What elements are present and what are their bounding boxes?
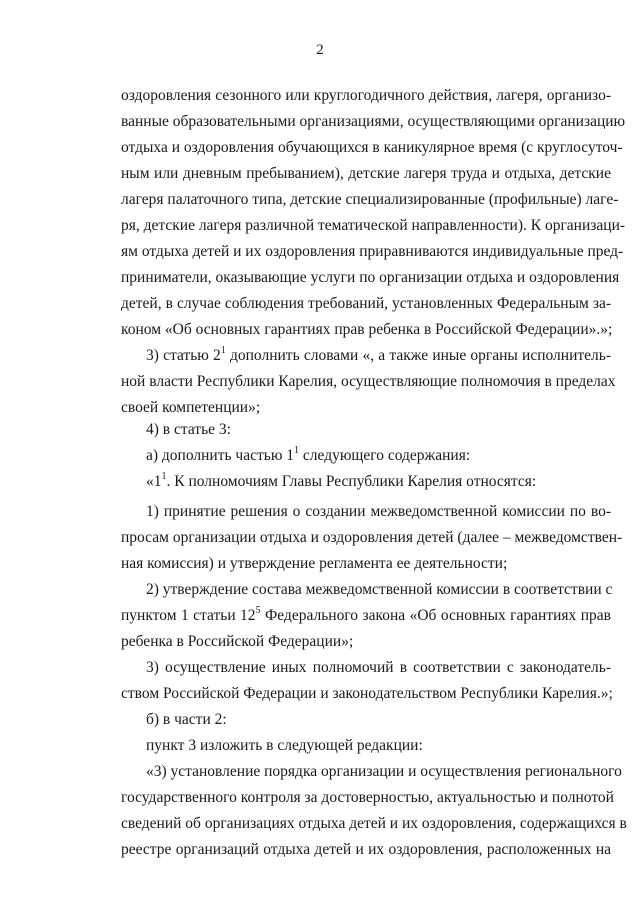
text-line: оздоровления сезонного или круглогодичного действия, лагеря, организо- (121, 87, 611, 104)
text-line: пунктом 1 статьи $12^5$ Федерального закона «Об основных гарантиях прав (121, 604, 611, 624)
text-line: 1) принятие решения о создании межведомственной комиссии по во- (146, 503, 611, 520)
text-line: а) дополнить частью $1^1$ следующего содержания: (146, 444, 471, 464)
text-line: сведений об организациях отдыха детей и их оздоровления, содержащихся в (121, 815, 627, 832)
text-line: «$1^1$. К полномочиям Главы Республики Карелия относятся: (146, 470, 537, 490)
text-line: лагеря палаточного типа, детские специализированные (профильные) лаге- (121, 191, 619, 208)
superscript: 1 (294, 444, 300, 456)
text-line: ребенка в Российской Федерации»; (121, 633, 354, 650)
text-line: 3) осуществление иных полномочий в соответствии с законодатель- (146, 659, 611, 676)
text-line: своей компетенции»; (121, 399, 261, 416)
text-line: 2) утверждение состава межведомственной комиссии в соответствии с (146, 581, 613, 598)
text-line: ям отдыха детей и их оздоровления приравниваются индивидуальные пред- (121, 243, 624, 260)
text-line: «3) установление порядка организации и осуществления регионального (146, 763, 622, 780)
text-line: 4) в статье 3: (146, 421, 231, 438)
page-number: 2 (316, 42, 324, 58)
text-line: ной власти Республики Карелия, осуществляющие полномочия в пределах (121, 373, 616, 390)
text-line: ря, детские лагеря различной тематической направленности). К организаци- (121, 217, 626, 234)
text-line: приниматели, оказывающие услуги по организации отдыха и оздоровления (121, 269, 620, 286)
text-line: ством Российской Федерации и законодательством Республики Карелия.»; (121, 685, 613, 702)
text-line: детей, в случае соблюдения требований, установленных Федеральным за- (121, 295, 611, 312)
text-line: ная комиссия) и утверждение регламента ее деятельности; (121, 555, 508, 572)
text-line: 3) статью $2^1$ дополнить словами «, а также иные органы исполнитель- (146, 344, 612, 364)
text-line: б) в части 2: (146, 711, 227, 728)
text-line: отдыха и оздоровления обучающихся в каникулярное время (с круглосуточ- (121, 139, 623, 156)
superscript: 1 (161, 470, 167, 482)
text-line: пункт 3 изложить в следующей редакции: (146, 737, 423, 754)
text-line: просам организации отдыха и оздоровления детей (далее – межведомствен- (121, 529, 623, 546)
superscript: 5 (255, 604, 261, 616)
text-line: коном «Об основных гарантиях прав ребенка в Российской Федерации».»; (121, 321, 613, 338)
text-line: ным или дневным пребыванием), детские лагеря труда и отдыха, детские (121, 165, 611, 182)
text-line: реестре организаций отдыха детей и их оздоровления, расположенных на (121, 841, 611, 858)
text-line: ванные образовательными организациями, осуществляющими организацию (121, 113, 626, 130)
superscript: 1 (220, 344, 226, 356)
text-line: государственного контроля за достоверностью, актуальностью и полнотой (121, 789, 614, 806)
